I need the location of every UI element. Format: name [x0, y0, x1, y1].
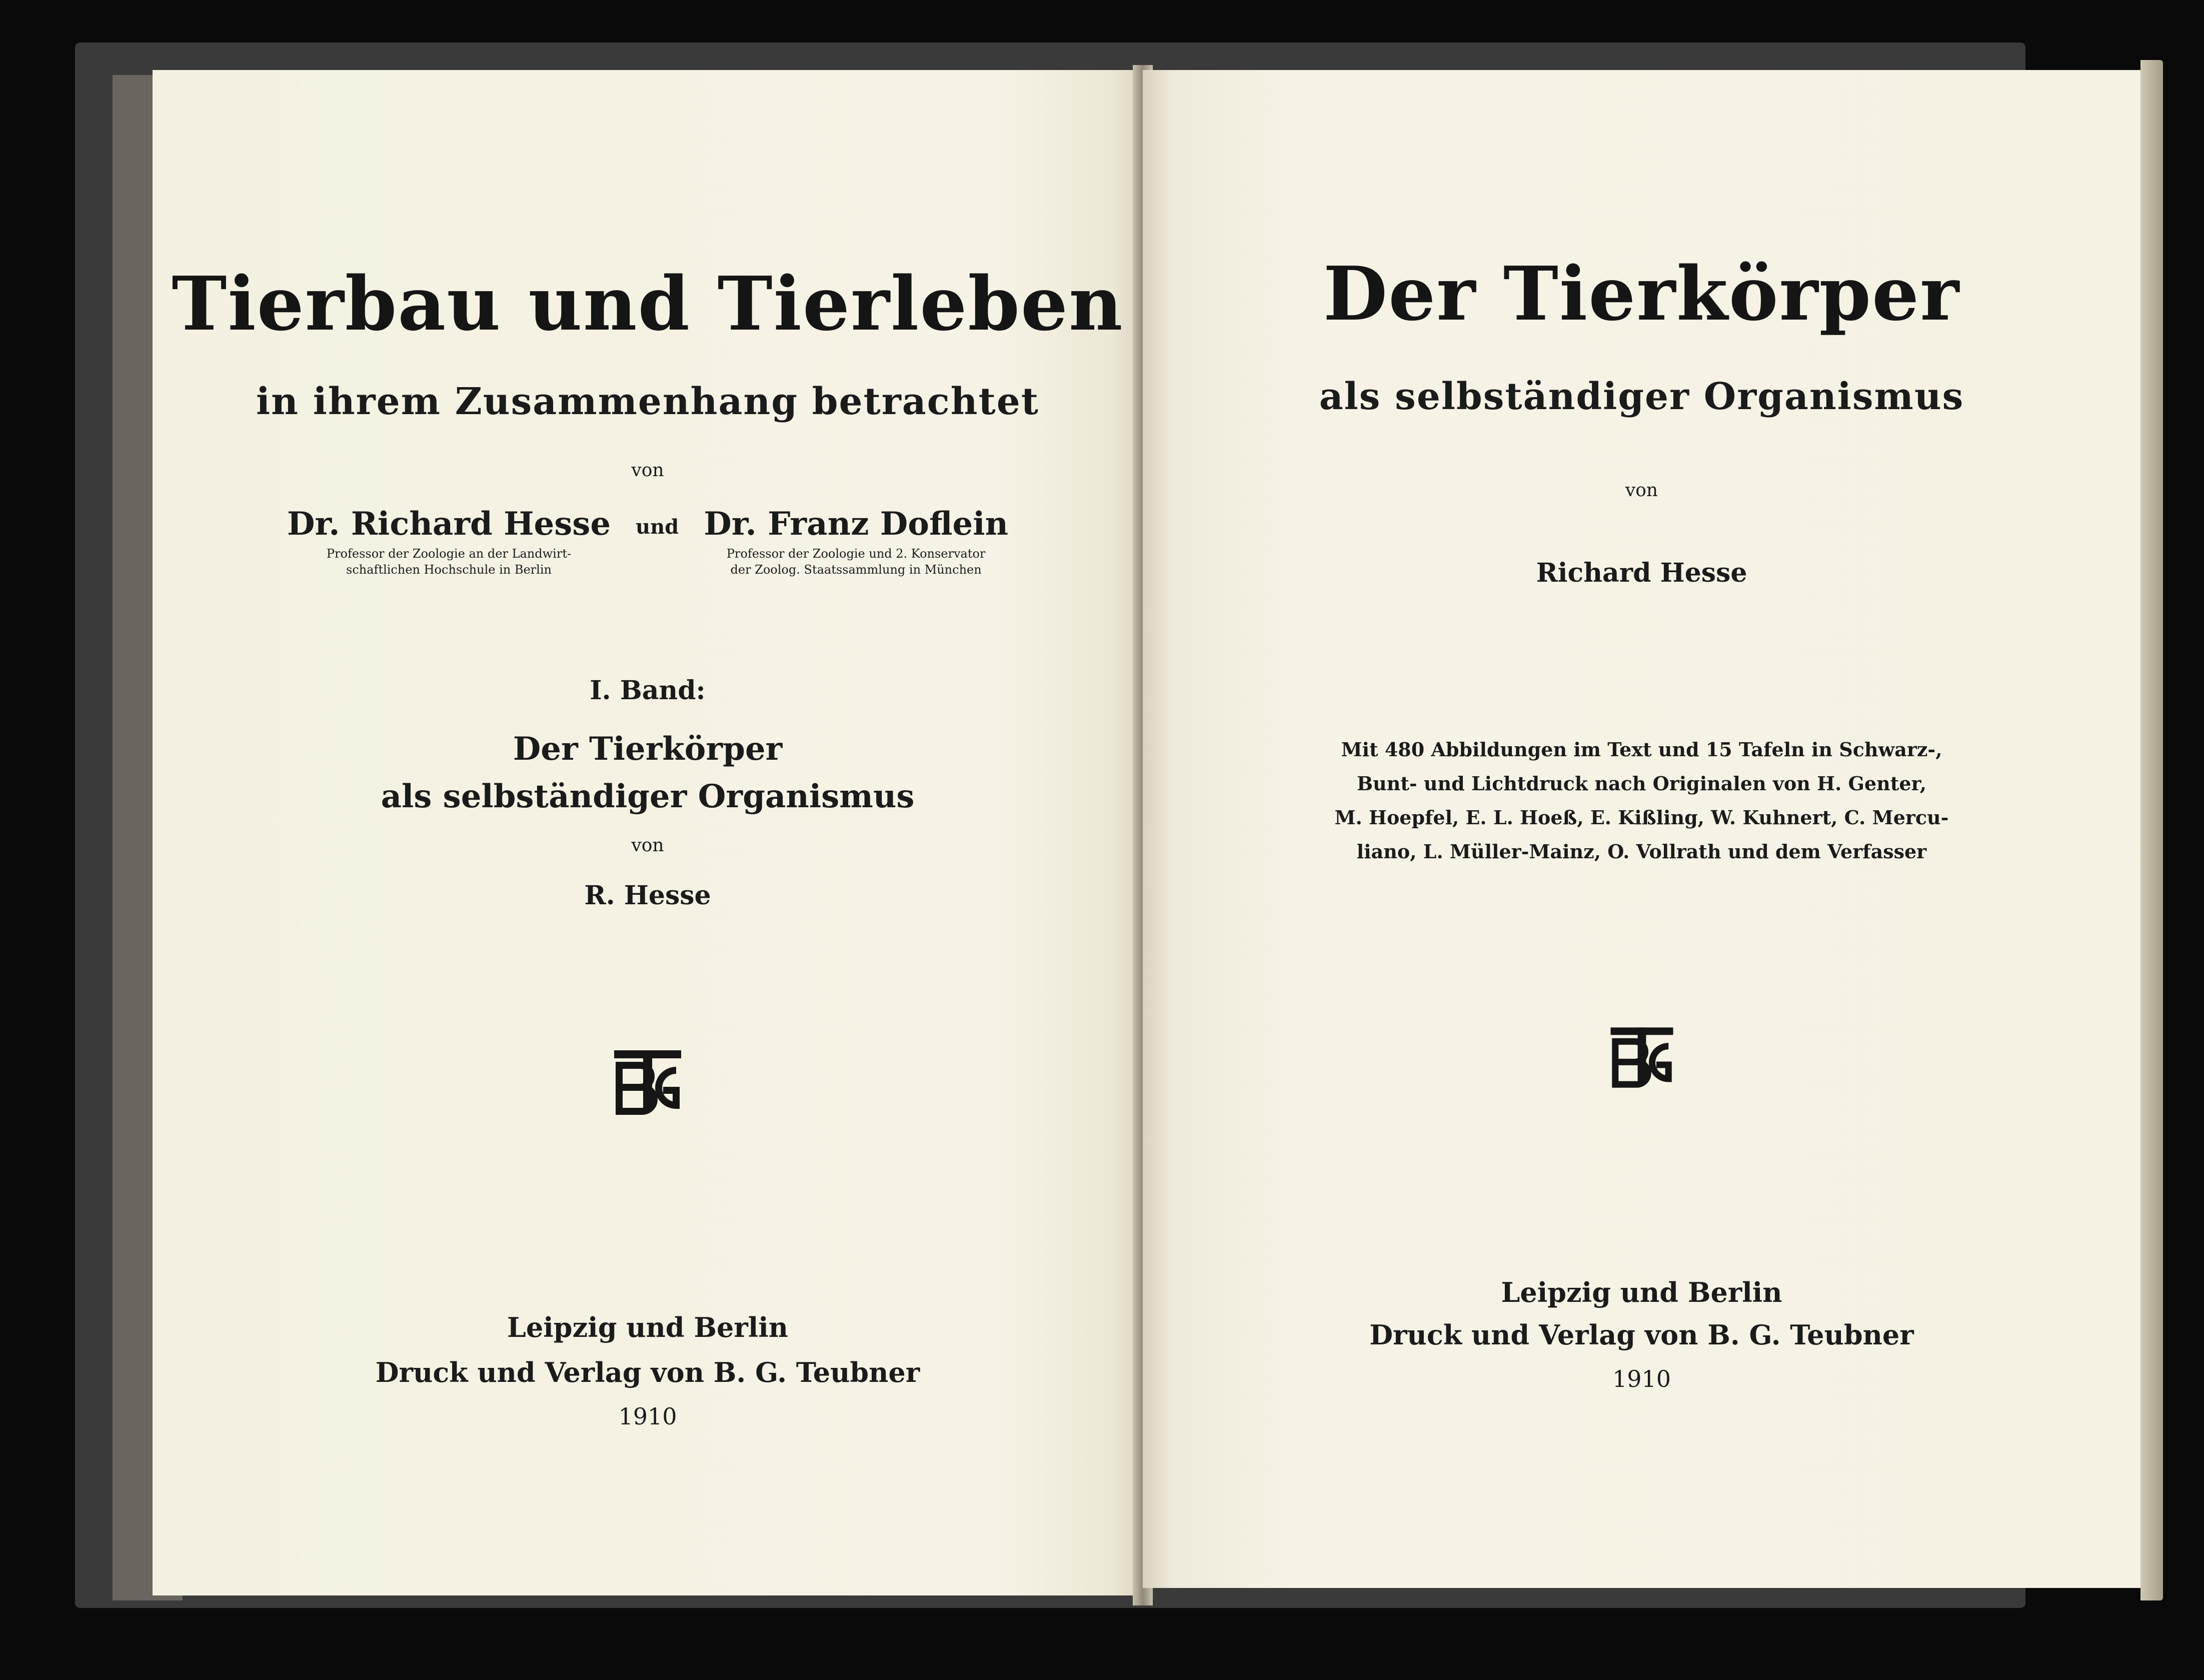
publisher-logo-icon [610, 1045, 685, 1120]
left-imprint-publisher: Druck und Verlag von B. G. Teubner [375, 1356, 920, 1388]
volume-number: I. Band: [590, 675, 706, 706]
illustration-note-line3: M. Hoepfel, E. L. Hoeß, E. Kißling, W. Kuhnert, C. Mercu- [1334, 806, 1949, 829]
volume-title-line2: als selbständiger Organismus [381, 778, 915, 815]
page-fore-edge [2140, 60, 2163, 1600]
author-2-affiliation: Professor der Zoologie und 2. Konservator der Zoolog. Staatssammlung in München [726, 547, 986, 577]
volume-title-line1: Der Tierkörper [513, 730, 783, 768]
left-page [153, 70, 1143, 1595]
illustration-note-line4: liano, L. Müller-Mainz, O. Vollrath und dem Verfasser [1356, 840, 1927, 863]
right-year: 1910 [1612, 1365, 1671, 1392]
left-von: von [631, 460, 664, 481]
left-subtitle: in ihrem Zusammenhang betrachtet [256, 380, 1039, 423]
left-imprint-place: Leipzig und Berlin [507, 1311, 789, 1343]
left-year: 1910 [618, 1403, 677, 1430]
publisher-logo-icon [1607, 1023, 1677, 1093]
left-title: Tierbau und Tierleben [172, 260, 1124, 347]
volume-author: R. Hesse [584, 880, 711, 911]
right-von: von [1625, 480, 1658, 501]
author-1-affiliation: Professor der Zoologie an der Landwirt- schaftlichen Hochschule in Berlin [326, 547, 572, 577]
author-1-name: Dr. Richard Hesse [287, 505, 611, 543]
right-title: Der Tierkörper [1323, 250, 1960, 337]
right-subtitle: als selbständiger Organismus [1319, 375, 1964, 418]
authors-row [153, 505, 1143, 578]
illustration-note-line1: Mit 480 Abbildungen im Text und 15 Tafeln in Schwarz-, [1341, 738, 1942, 761]
volume-von: von [631, 835, 664, 856]
right-imprint-publisher: Druck und Verlag von B. G. Teubner [1369, 1319, 1914, 1351]
right-author: Richard Hesse [1536, 558, 1747, 588]
authors-und: und [636, 515, 679, 539]
author-2 [704, 505, 1008, 578]
right-imprint-place: Leipzig und Berlin [1501, 1276, 1782, 1308]
author-1 [287, 505, 611, 578]
right-page [1143, 70, 2140, 1588]
illustration-note-line2: Bunt- und Lichtdruck nach Originalen von H. Genter, [1356, 772, 1927, 795]
author-2-name: Dr. Franz Doflein [704, 505, 1009, 543]
